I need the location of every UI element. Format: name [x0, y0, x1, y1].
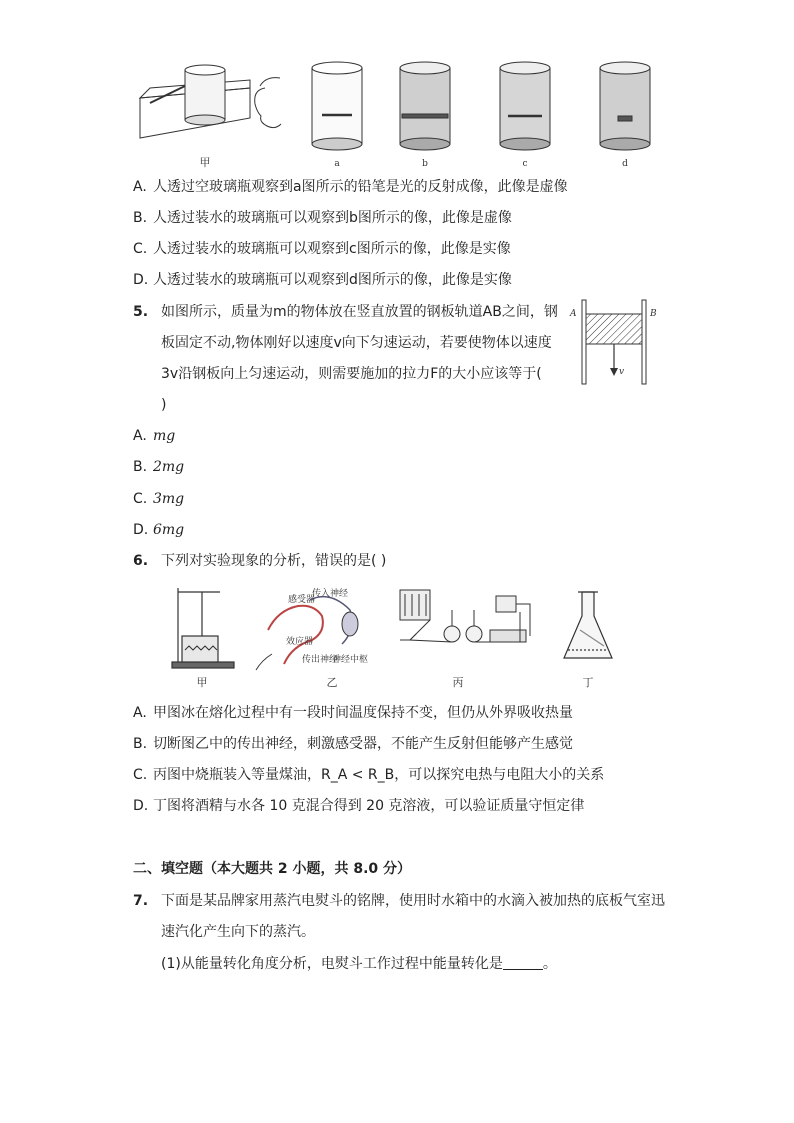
section-title-text: 二、填空题（本大题共 2 小题，共 8.0 分）: [133, 861, 412, 877]
figure-ding-flask: [564, 592, 612, 658]
option-letter: B.: [133, 459, 148, 475]
q6-option-c: [133, 765, 604, 785]
question-number: 5.: [133, 304, 149, 320]
q5-option-a: [133, 426, 175, 446]
option-letter: B.: [133, 210, 148, 226]
option-letter: B.: [133, 736, 148, 752]
option-text: 人透过空玻璃瓶观察到a图所示的铅笔是光的反射成像，此像是虚像: [153, 179, 568, 195]
q4-option-c: [133, 239, 511, 259]
label-bing: 丙: [452, 676, 464, 689]
q7-line-1: [133, 891, 665, 911]
option-letter: A.: [133, 705, 147, 721]
option-text: 甲图冰在熔化过程中有一段时间温度保持不变，但仍从外界吸收热量: [153, 705, 573, 721]
option-letter: C.: [133, 767, 148, 783]
label-B: B: [650, 309, 657, 319]
q6-option-b: [133, 734, 573, 754]
figure-jia-stand: [172, 588, 234, 668]
object-block: [586, 314, 642, 344]
section-title: [133, 859, 411, 879]
option-letter: A.: [133, 428, 147, 444]
label-receptor: 感受器: [288, 595, 316, 605]
q4-option-d: [133, 270, 512, 290]
q5-figure: [566, 296, 662, 388]
figure-b: [400, 62, 450, 150]
q4-option-a: [133, 177, 568, 197]
option-text: 人透过装水的玻璃瓶可以观察到c图所示的像，此像是实像: [153, 241, 511, 257]
figure-c: [500, 62, 550, 150]
q6-figure: [160, 580, 640, 692]
option-text: 人透过装水的玻璃瓶可以观察到b图所示的像，此像是虚像: [153, 210, 512, 226]
option-text: 切断图乙中的传出神经，刺激感受器，不能产生反射但能够产生感觉: [153, 736, 573, 752]
option-letter: A.: [133, 179, 147, 195]
question-number: 6.: [133, 553, 149, 569]
figure-d: [600, 62, 650, 150]
q7-text-2: 速汽化产生向下的蒸汽。: [161, 924, 315, 940]
answer-blank[interactable]: [503, 955, 543, 970]
q5-line-2: [161, 333, 552, 353]
label-nerve-out: 传出神经: [302, 655, 339, 665]
option-text: 丙图中烧瓶装入等量煤油，R_A < R_B，可以探究电热与电阻大小的关系: [153, 767, 605, 783]
q5-option-c: [133, 489, 184, 509]
label-ding: 丁: [582, 676, 594, 689]
option-text: mg: [153, 428, 176, 444]
steel-plate-b: [642, 300, 646, 384]
option-text: 丁图将酒精与水各 10 克混合得到 20 克溶液，可以验证质量守恒定律: [153, 798, 585, 814]
q5-text-1: 如图所示，质量为m的物体放在竖直放置的钢板轨道AB之间，钢: [161, 304, 558, 320]
option-letter: D.: [133, 798, 149, 814]
label-v: v: [619, 367, 625, 377]
q7-text-1: 下面是某品牌家用蒸汽电熨斗的铭牌，使用时水箱中的水滴入被加热的底板气室迅: [161, 893, 665, 909]
figure-a: [312, 62, 362, 150]
figure-bing-circuit: [400, 590, 530, 642]
option-letter: C.: [133, 241, 148, 257]
q4-option-b: [133, 208, 512, 228]
label-jia: 甲: [196, 676, 208, 689]
option-text: 3mg: [153, 491, 185, 507]
option-text: 人透过装水的玻璃瓶可以观察到d图所示的像，此像是实像: [153, 272, 512, 288]
q5-line-3: [161, 364, 542, 384]
q5-line-4: [161, 395, 166, 415]
q5-option-d: [133, 520, 184, 540]
option-letter: D.: [133, 272, 149, 288]
steel-plate-a: [582, 300, 586, 384]
q5-line-1: [133, 302, 558, 322]
q5-option-b: [133, 457, 184, 477]
option-text: 2mg: [153, 459, 185, 475]
label-d: d: [622, 159, 628, 169]
label-b: b: [422, 159, 428, 169]
q7-line-2: [161, 922, 315, 942]
label-nerve-in: 传入神经: [312, 589, 349, 599]
q6-stem-text: 下列对实验现象的分析，错误的是( ): [161, 553, 387, 569]
label-center: 神经中枢: [332, 655, 369, 665]
label-yi: 乙: [326, 676, 338, 689]
option-text: 6mg: [153, 522, 185, 538]
option-letter: D.: [133, 522, 149, 538]
label-c: c: [522, 159, 528, 169]
q6-stem: [133, 551, 386, 571]
label-jia: 甲: [199, 156, 211, 169]
q6-option-a: [133, 703, 573, 723]
q7-sub-1: [161, 954, 557, 974]
q5-text-2: 板固定不动,物体刚好以速度v向下匀速运动，若要使物体以速度: [161, 335, 552, 351]
q6-option-d: [133, 796, 584, 816]
figure-jia: [140, 65, 281, 138]
q5-text-3: 3v沿钢板向上匀速运动，则需要施加的拉力F的大小应该等于(: [161, 366, 542, 382]
label-effector: 效应器: [286, 637, 314, 647]
q5-text-4: ): [161, 397, 167, 413]
option-letter: C.: [133, 491, 148, 507]
label-A: A: [570, 309, 577, 319]
question-number: 7.: [133, 893, 149, 909]
top-figure: [130, 58, 660, 173]
q7-sub-1-text: (1)从能量转化角度分析，电熨斗工作过程中能量转化是: [161, 956, 503, 972]
label-a: a: [334, 159, 340, 169]
q7-sub-1-end: 。: [542, 956, 557, 972]
